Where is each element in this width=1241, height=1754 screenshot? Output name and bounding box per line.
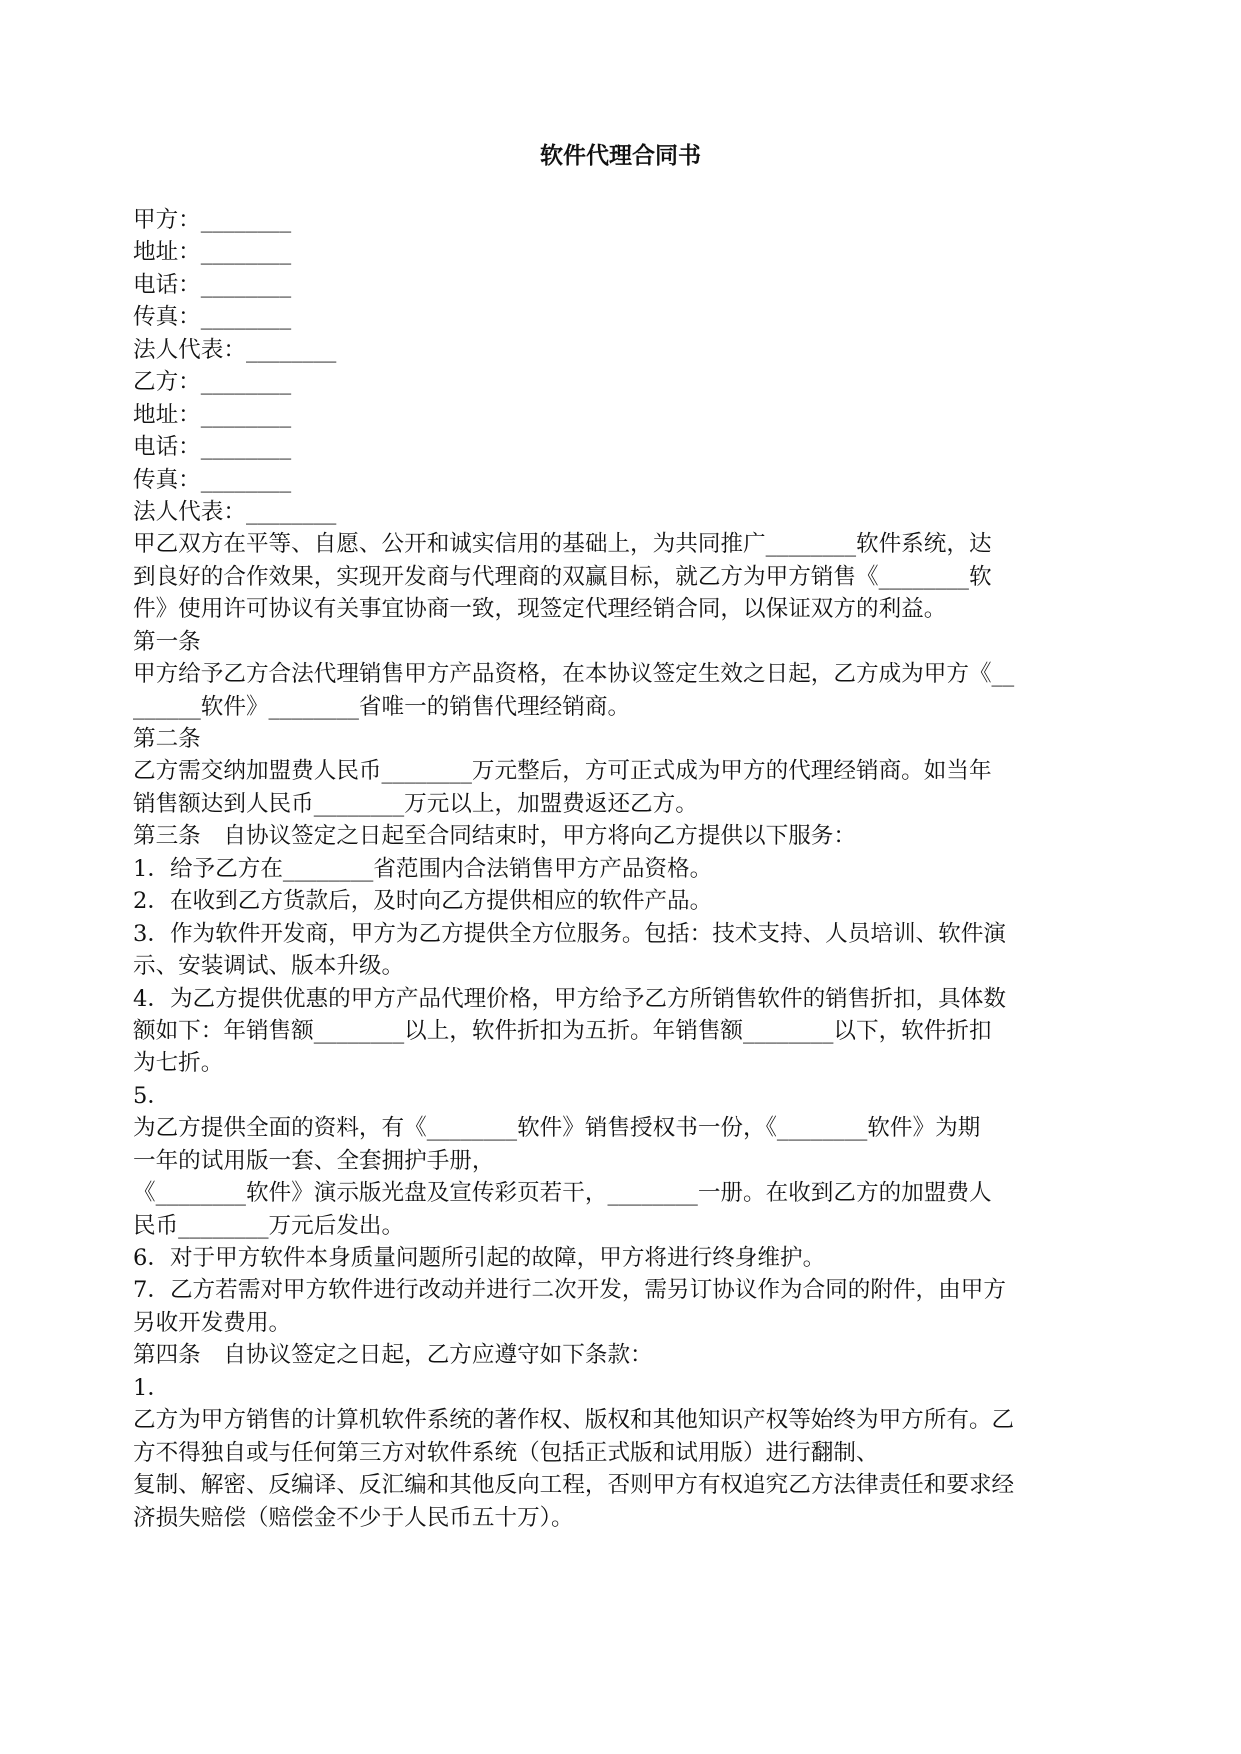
text-line: 1．	[133, 1374, 170, 1401]
text-line: 为乙方提供全面的资料，有《________软件》销售授权书一份，《________软件》为期	[133, 1115, 981, 1142]
text-line: 5．	[133, 1082, 170, 1109]
text-line: 2．在收到乙方货款后，及时向乙方提供相应的软件产品。	[133, 888, 713, 915]
text-line: 第二条	[133, 726, 201, 752]
text-line: 示、安装调试、版本升级。	[133, 953, 405, 980]
text-line: 一年的试用版一套、全套拥护手册，	[133, 1147, 495, 1174]
text-line: 传真：________	[133, 466, 292, 493]
text-line: 第四条 自协议签定之日起，乙方应遵守如下条款：	[133, 1342, 653, 1369]
text-line: 额如下：年销售额________以上，软件折扣为五折。年销售额________以下，软件折扣	[133, 1017, 992, 1044]
text-line: 第三条 自协议签定之日起至合同结束时，甲方将向乙方提供以下服务：	[133, 823, 856, 850]
text-line: 销售额达到人民币________万元以上，加盟费返还乙方。	[133, 790, 698, 817]
text-line: 甲方：________	[133, 207, 292, 233]
text-line: 电话：________	[133, 271, 292, 298]
document-body	[133, 204, 1113, 1534]
text-line: 6．对于甲方软件本身质量问题所引起的故障，甲方将进行终身维护。	[133, 1245, 826, 1271]
text-line: 乙方：________	[133, 369, 292, 396]
text-line: 第一条	[133, 628, 201, 655]
text-line: 乙方需交纳加盟费人民币________万元整后，方可正式成为甲方的代理经销商。如当年	[133, 758, 992, 785]
document-title: 软件代理合同书	[540, 142, 701, 169]
text-line: 地址：________	[133, 239, 292, 266]
text-line: 到良好的合作效果，实现开发商与代理商的双赢目标，就乙方为甲方销售《________软	[133, 563, 992, 590]
text-line: 甲乙双方在平等、自愿、公开和诚实信用的基础上，为共同推广________软件系统，达	[133, 531, 992, 558]
text-line: 《________软件》演示版光盘及宣传彩页若干，________一册。在收到乙方的加盟费人	[133, 1180, 992, 1207]
text-line: 另收开发费用。	[133, 1309, 292, 1336]
text-line: ______软件》________省唯一的销售代理经销商。	[133, 693, 631, 720]
text-line: 3．作为软件开发商，甲方为乙方提供全方位服务。包括：技术支持、人员培训、软件演	[133, 920, 1006, 947]
text-line: 地址：________	[133, 401, 292, 428]
text-line: 乙方为甲方销售的计算机软件系统的著作权、版权和其他知识产权等始终为甲方所有。乙	[133, 1407, 1015, 1434]
text-line: 民币________万元后发出。	[133, 1212, 405, 1239]
text-line: 为七折。	[133, 1050, 224, 1077]
text-line: 1．给予乙方在________省范围内合法销售甲方产品资格。	[133, 855, 713, 882]
text-line: 7．乙方若需对甲方软件进行改动并进行二次开发，需另订协议作为合同的附件，由甲方	[133, 1277, 1006, 1304]
text-line: 法人代表：________	[133, 336, 337, 363]
text-line: 法人代表：________	[133, 498, 337, 525]
text-line: 甲方给予乙方合法代理销售甲方产品资格，在本协议签定生效之日起，乙方成为甲方《__	[133, 661, 1015, 688]
text-line: 电话：________	[133, 434, 292, 461]
text-line: 济损失赔偿（赔偿金不少于人民币五十万）。	[133, 1504, 574, 1531]
text-line: 件》使用许可协议有关事宜协商一致，现签定代理经销合同，以保证双方的利益。	[133, 596, 947, 623]
text-line: 方不得独自或与任何第三方对软件系统（包括正式版和试用版）进行翻制、	[133, 1439, 879, 1466]
text-line: 传真：________	[133, 304, 292, 331]
text-line: 复制、解密、反编译、反汇编和其他反向工程，否则甲方有权追究乙方法律责任和要求经	[133, 1472, 1015, 1499]
text-line: 4．为乙方提供优惠的甲方产品代理价格，甲方给予乙方所销售软件的销售折扣，具体数	[133, 985, 1006, 1012]
